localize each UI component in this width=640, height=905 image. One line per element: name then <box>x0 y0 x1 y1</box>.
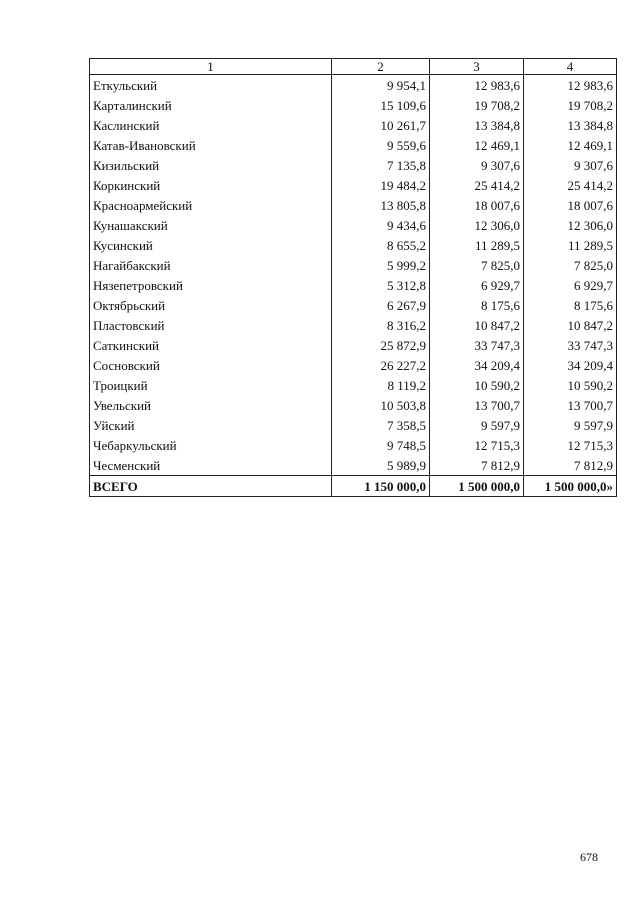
value-cell-col3: 13 700,7 <box>430 395 524 415</box>
district-name-cell: Каслинский <box>90 115 332 135</box>
value-cell-col2: 5 312,8 <box>332 275 430 295</box>
budget-table <box>89 58 617 497</box>
value-cell-col2: 7 135,8 <box>332 155 430 175</box>
table-row <box>90 115 617 135</box>
table-row <box>90 275 617 295</box>
table-row <box>90 135 617 155</box>
table-row <box>90 215 617 235</box>
value-cell-col4: 13 700,7 <box>524 395 617 415</box>
column-header-4: 4 <box>524 59 617 75</box>
district-name-cell: Троицкий <box>90 375 332 395</box>
table-row <box>90 235 617 255</box>
page-number: 678 <box>580 850 598 864</box>
value-cell-col2: 10 261,7 <box>332 115 430 135</box>
total-value-col3: 1 500 000,0 <box>430 476 524 497</box>
table-row <box>90 295 617 315</box>
value-cell-col2: 7 358,5 <box>332 415 430 435</box>
header-row <box>90 59 617 75</box>
value-cell-col3: 25 414,2 <box>430 175 524 195</box>
column-header-1: 1 <box>90 59 332 75</box>
value-cell-col2: 13 805,8 <box>332 195 430 215</box>
district-name-cell: Коркинский <box>90 175 332 195</box>
value-cell-col3: 19 708,2 <box>430 95 524 115</box>
table-row <box>90 95 617 115</box>
total-value-col4: 1 500 000,0» <box>524 476 617 497</box>
table-row <box>90 395 617 415</box>
value-cell-col2: 26 227,2 <box>332 355 430 375</box>
value-cell-col2: 9 748,5 <box>332 435 430 455</box>
value-cell-col4: 8 175,6 <box>524 295 617 315</box>
district-name-cell: Чесменский <box>90 455 332 476</box>
table-header <box>90 59 617 75</box>
value-cell-col4: 25 414,2 <box>524 175 617 195</box>
value-cell-col4: 12 983,6 <box>524 75 617 96</box>
value-cell-col2: 8 119,2 <box>332 375 430 395</box>
district-name-cell: Чебаркульский <box>90 435 332 455</box>
value-cell-col3: 13 384,8 <box>430 115 524 135</box>
value-cell-col3: 7 812,9 <box>430 455 524 476</box>
value-cell-col2: 8 316,2 <box>332 315 430 335</box>
district-name-cell: Нагайбакский <box>90 255 332 275</box>
district-name-cell: Нязепетровский <box>90 275 332 295</box>
value-cell-col3: 33 747,3 <box>430 335 524 355</box>
value-cell-col4: 10 847,2 <box>524 315 617 335</box>
table-body <box>90 75 617 497</box>
district-name-cell: Еткульский <box>90 75 332 96</box>
value-cell-col3: 9 307,6 <box>430 155 524 175</box>
total-row <box>90 476 617 497</box>
table-row <box>90 255 617 275</box>
district-name-cell: Катав-Ивановский <box>90 135 332 155</box>
district-name-cell: Уйский <box>90 415 332 435</box>
table-row <box>90 315 617 335</box>
table-row <box>90 335 617 355</box>
table-row <box>90 155 617 175</box>
total-value-col2: 1 150 000,0 <box>332 476 430 497</box>
value-cell-col3: 12 983,6 <box>430 75 524 96</box>
value-cell-col3: 6 929,7 <box>430 275 524 295</box>
value-cell-col4: 18 007,6 <box>524 195 617 215</box>
value-cell-col4: 13 384,8 <box>524 115 617 135</box>
district-name-cell: Октябрьский <box>90 295 332 315</box>
value-cell-col3: 12 469,1 <box>430 135 524 155</box>
value-cell-col2: 19 484,2 <box>332 175 430 195</box>
district-name-cell: Пластовский <box>90 315 332 335</box>
value-cell-col4: 12 469,1 <box>524 135 617 155</box>
value-cell-col2: 6 267,9 <box>332 295 430 315</box>
value-cell-col3: 18 007,6 <box>430 195 524 215</box>
value-cell-col3: 11 289,5 <box>430 235 524 255</box>
value-cell-col3: 8 175,6 <box>430 295 524 315</box>
value-cell-col2: 9 434,6 <box>332 215 430 235</box>
value-cell-col4: 7 812,9 <box>524 455 617 476</box>
value-cell-col2: 9 559,6 <box>332 135 430 155</box>
table-row <box>90 375 617 395</box>
value-cell-col3: 9 597,9 <box>430 415 524 435</box>
value-cell-col4: 10 590,2 <box>524 375 617 395</box>
value-cell-col2: 10 503,8 <box>332 395 430 415</box>
table-row <box>90 355 617 375</box>
value-cell-col3: 12 715,3 <box>430 435 524 455</box>
district-name-cell: Красноармейский <box>90 195 332 215</box>
value-cell-col4: 6 929,7 <box>524 275 617 295</box>
table-row <box>90 175 617 195</box>
column-header-2: 2 <box>332 59 430 75</box>
value-cell-col3: 10 847,2 <box>430 315 524 335</box>
value-cell-col2: 5 999,2 <box>332 255 430 275</box>
value-cell-col4: 7 825,0 <box>524 255 617 275</box>
value-cell-col3: 12 306,0 <box>430 215 524 235</box>
value-cell-col2: 25 872,9 <box>332 335 430 355</box>
column-header-3: 3 <box>430 59 524 75</box>
value-cell-col2: 15 109,6 <box>332 95 430 115</box>
table-row <box>90 435 617 455</box>
district-name-cell: Карталинский <box>90 95 332 115</box>
district-name-cell: Кунашакский <box>90 215 332 235</box>
district-name-cell: Увельский <box>90 395 332 415</box>
value-cell-col3: 7 825,0 <box>430 255 524 275</box>
value-cell-col4: 11 289,5 <box>524 235 617 255</box>
district-name-cell: Саткинский <box>90 335 332 355</box>
value-cell-col4: 9 307,6 <box>524 155 617 175</box>
value-cell-col4: 34 209,4 <box>524 355 617 375</box>
district-name-cell: Кизильский <box>90 155 332 175</box>
value-cell-col4: 19 708,2 <box>524 95 617 115</box>
value-cell-col4: 12 715,3 <box>524 435 617 455</box>
value-cell-col4: 12 306,0 <box>524 215 617 235</box>
table-row <box>90 415 617 435</box>
value-cell-col2: 8 655,2 <box>332 235 430 255</box>
value-cell-col3: 34 209,4 <box>430 355 524 375</box>
district-name-cell: Сосновский <box>90 355 332 375</box>
value-cell-col3: 10 590,2 <box>430 375 524 395</box>
value-cell-col4: 9 597,9 <box>524 415 617 435</box>
table-row <box>90 455 617 476</box>
table-row <box>90 75 617 96</box>
value-cell-col2: 5 989,9 <box>332 455 430 476</box>
district-name-cell: Кусинский <box>90 235 332 255</box>
value-cell-col2: 9 954,1 <box>332 75 430 96</box>
value-cell-col4: 33 747,3 <box>524 335 617 355</box>
table-row <box>90 195 617 215</box>
total-label-cell: ВСЕГО <box>90 476 332 497</box>
